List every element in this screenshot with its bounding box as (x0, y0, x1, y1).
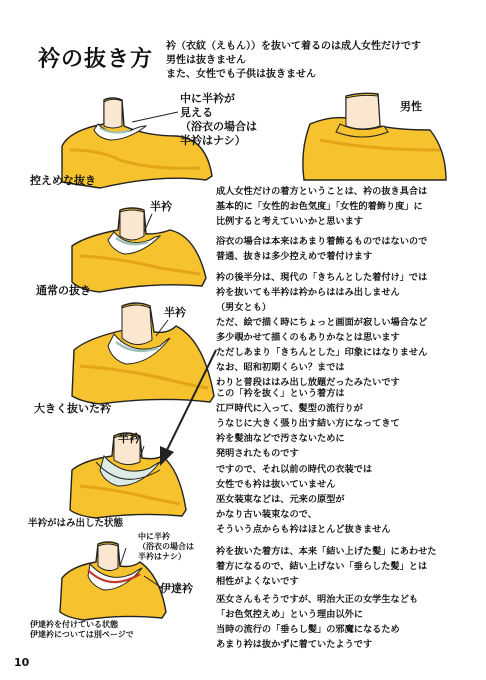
paragraph-6: 衿を抜いた着方は、本来「結い上げた髪」にあわせた 着方になるので、結い上げない「垂らした髪」とは 相性がよくないです (216, 546, 437, 587)
caption-ookiku: 大きく抜いた衿 (34, 402, 111, 415)
caption-hikaeme: 控えめな抜き (30, 174, 96, 187)
paragraph-5: ですので、それ以前の時代の衣装では 女性でも衿は抜いていません 巫女装束などは、元来の原型が かなり古い装束なので、 そういう点からも衿はほとんど抜きません (216, 464, 391, 535)
page-title: 衿の抜き方 (38, 47, 154, 72)
figure-dansei (303, 93, 446, 180)
paragraph-2: 浴衣の場合は本来はあまり着飾るものではないので 普通、抜きは多少控えめで着付けます (216, 236, 428, 262)
caption-dansei: 男性 (400, 100, 422, 113)
caption-date: 伊達衿を付けている状態 伊達衿については別ページで (30, 620, 134, 639)
callout-tsujou: 半衿 (150, 200, 172, 213)
paragraph-3: 衿の後半分は、現代の「きちんとした着付け」では 衿を抜いても半衿は衿からははみ出しません （男女とも） ただ、絵で描く時にちょっと画面が寂しい場合など 多少覗かせて描くのもありかなとは思います ただしあまり「きちんとした」印象にはなりません なお、昭和初期くらい？までは わりと普段ははみ出し放題だったみたいです (216, 272, 428, 388)
caption-hamidashi: 半衿がはみ出した状態 (28, 518, 124, 529)
callout-date-eri: 伊達衿 (160, 582, 193, 595)
callout-pointer (132, 112, 178, 122)
intro-text: 衿（衣紋（えもん））を抜いて着るのは成人女性だけです 男性は抜きません また、女性でも子供は抜きません (166, 41, 421, 80)
callout-ookiku: 半衿 (164, 306, 186, 319)
figure-tsujou (72, 208, 206, 292)
page-number: 10 (14, 656, 30, 669)
paragraph-1: 成人女性だけの着方ということは、衿の抜き具合は 基本的に「女性的お色気度」「女性的着飾り度」に 比例すると考えていいかと思います (216, 186, 428, 227)
callout-hikaeme: 中に半衿が 見える （浴衣の場合は 半衿はナシ） (180, 92, 257, 147)
callout-date-haneri: 中に半衿 （浴衣の場合は 半衿はナシ） (138, 532, 194, 561)
figure-ookiku (72, 303, 214, 404)
callout-hamidashi: 半衿 (118, 432, 140, 445)
caption-tsujou: 通常の抜き (36, 284, 91, 297)
paragraph-4: この「衿を抜く」という着方は 江戸時代に入って、髪型の流行りが うなじに大きく張り出す結い方になってきて 衿を髪油などで汚さないために 発明されたものです (216, 388, 400, 459)
paragraph-7: 巫女さんもそうですが、明治大正の女学生なども 「お色気控えめ」という理由以外に 当時の流行の「垂らし髪」の邪魔になるため あまり衿は抜かずに着ていたようです (216, 594, 419, 650)
